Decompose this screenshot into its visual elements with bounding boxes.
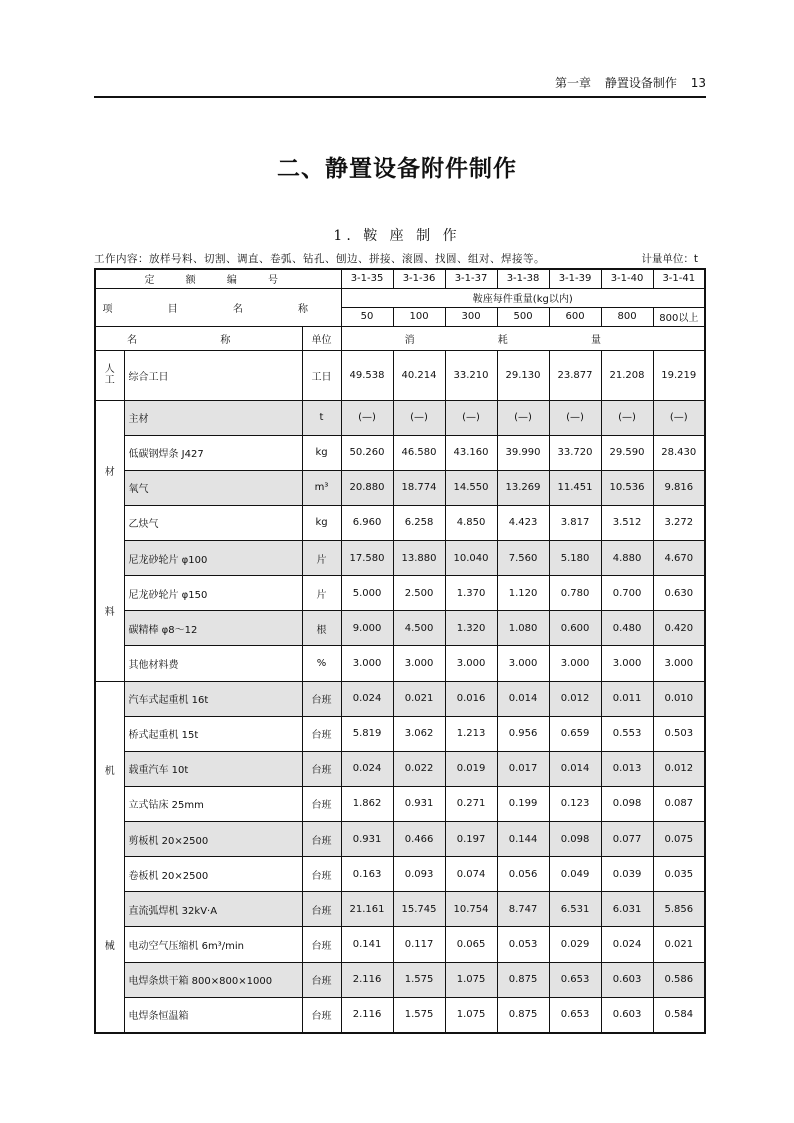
consumption-value: 2.116 — [341, 997, 393, 1032]
consumption-value: 3.062 — [393, 716, 445, 751]
consumption-value: 0.022 — [393, 751, 445, 786]
consumption-value: 18.774 — [393, 470, 445, 505]
header-row-columns — [95, 326, 705, 350]
category-cell — [95, 400, 124, 681]
category-cell — [95, 350, 124, 400]
consumption-value: 0.010 — [653, 681, 705, 716]
quota-code: 3-1-40 — [601, 269, 653, 288]
item-unit: kg — [302, 505, 341, 540]
consumption-value: 6.531 — [549, 892, 601, 927]
consumption-value: 3.000 — [445, 646, 497, 681]
consumption-value: 0.199 — [497, 786, 549, 821]
category-char: 料 — [104, 607, 115, 618]
item-name: 乙炔气 — [124, 505, 302, 540]
consumption-value: 39.990 — [497, 435, 549, 470]
item-unit: 片 — [302, 541, 341, 576]
consumption-value: 21.161 — [341, 892, 393, 927]
consumption-value: 6.031 — [601, 892, 653, 927]
header-row-weight — [95, 288, 705, 307]
consumption-value: 0.056 — [497, 857, 549, 892]
consumption-value: 3.000 — [549, 646, 601, 681]
item-name: 综合工日 — [124, 350, 302, 400]
item-unit: m³ — [302, 470, 341, 505]
item-unit: 台班 — [302, 997, 341, 1032]
consumption-value: 0.586 — [653, 962, 705, 997]
item-name: 电动空气压缩机 6m³/min — [124, 927, 302, 962]
consumption-value: 5.180 — [549, 541, 601, 576]
item-name: 其他材料费 — [124, 646, 302, 681]
consumption-value: 0.875 — [497, 962, 549, 997]
item-unit: 台班 — [302, 681, 341, 716]
item-unit: kg — [302, 435, 341, 470]
consumption-value: 29.590 — [601, 435, 653, 470]
quota-code: 3-1-38 — [497, 269, 549, 288]
consumption-value: 23.877 — [549, 350, 601, 400]
consumption-value: 0.163 — [341, 857, 393, 892]
consumption-value: 0.653 — [549, 997, 601, 1032]
consumption-value: 3.272 — [653, 505, 705, 540]
table-row — [95, 611, 705, 646]
consumption-value: 0.012 — [549, 681, 601, 716]
item-unit: 台班 — [302, 822, 341, 857]
work-content-line — [94, 251, 706, 266]
consumption-value: 0.584 — [653, 997, 705, 1032]
item-name-label: 项 目 名 称 — [95, 288, 341, 326]
weight-value: 300 — [445, 307, 497, 326]
consumption-value: 13.269 — [497, 470, 549, 505]
table-row — [95, 822, 705, 857]
consumption-value: 50.260 — [341, 435, 393, 470]
table-row — [95, 857, 705, 892]
item-name: 剪板机 20×2500 — [124, 822, 302, 857]
consumption-value: 1.080 — [497, 611, 549, 646]
quota-code: 3-1-39 — [549, 269, 601, 288]
table-row — [95, 681, 705, 716]
item-unit: 台班 — [302, 786, 341, 821]
table-row — [95, 435, 705, 470]
item-name: 碳精棒 φ8～12 — [124, 611, 302, 646]
column-unit-header: 单位 — [302, 326, 341, 350]
consumption-value: 2.500 — [393, 576, 445, 611]
page-title: 二、静置设备附件制作 — [277, 155, 517, 182]
consumption-value: 0.065 — [445, 927, 497, 962]
table-row — [95, 716, 705, 751]
table-row — [95, 576, 705, 611]
item-name: 汽车式起重机 16t — [124, 681, 302, 716]
consumption-value: (—) — [549, 400, 601, 435]
consumption-value: 28.430 — [653, 435, 705, 470]
work-content: 工作内容：放样号料、切割、调直、卷弧、钻孔、刨边、拼接、滚圆、找圆、组对、焊接等。 — [94, 253, 545, 265]
consumption-value: 4.850 — [445, 505, 497, 540]
consumption-value: 0.144 — [497, 822, 549, 857]
consumption-value: 0.014 — [497, 681, 549, 716]
item-name: 桥式起重机 15t — [124, 716, 302, 751]
category-char: 人 — [104, 364, 115, 375]
consumption-value: 4.670 — [653, 541, 705, 576]
item-unit: 台班 — [302, 927, 341, 962]
consumption-value: 17.580 — [341, 541, 393, 576]
consumption-value: 5.819 — [341, 716, 393, 751]
consumption-value: 10.536 — [601, 470, 653, 505]
table-row — [95, 350, 705, 400]
consumption-value: 10.040 — [445, 541, 497, 576]
consumption-value: 0.466 — [393, 822, 445, 857]
category-char: 械 — [104, 940, 115, 952]
consumption-value: 0.271 — [445, 786, 497, 821]
consumption-value: 7.560 — [497, 541, 549, 576]
consumption-value: 0.014 — [549, 751, 601, 786]
quota-code: 3-1-36 — [393, 269, 445, 288]
table-row — [95, 892, 705, 927]
consumption-value: (—) — [393, 400, 445, 435]
consumption-value: 0.019 — [445, 751, 497, 786]
consumption-value: 15.745 — [393, 892, 445, 927]
weight-header: 鞍座每件重量(kg以内) — [341, 288, 705, 307]
consumption-value: 0.035 — [653, 857, 705, 892]
item-name: 电焊条恒温箱 — [124, 997, 302, 1032]
weight-value: 600 — [549, 307, 601, 326]
item-name: 直流弧焊机 32kV·A — [124, 892, 302, 927]
consumption-value: 20.880 — [341, 470, 393, 505]
consumption-value: 8.747 — [497, 892, 549, 927]
consumption-value: 0.053 — [497, 927, 549, 962]
table-row — [95, 786, 705, 821]
consumption-value: 0.074 — [445, 857, 497, 892]
consumption-value: 0.117 — [393, 927, 445, 962]
consumption-value: 0.049 — [549, 857, 601, 892]
consumption-value: 40.214 — [393, 350, 445, 400]
consumption-value: 0.013 — [601, 751, 653, 786]
consumption-value: 3.000 — [653, 646, 705, 681]
section-label: 静置设备制作 — [604, 76, 677, 90]
table-row — [95, 505, 705, 540]
consumption-value: 0.659 — [549, 716, 601, 751]
consumption-value: 3.000 — [497, 646, 549, 681]
quota-no-label: 定 额 编 号 — [95, 269, 341, 288]
table-row — [95, 927, 705, 962]
consumption-value: 3.817 — [549, 505, 601, 540]
item-name: 载重汽车 10t — [124, 751, 302, 786]
table-row — [95, 962, 705, 997]
table-row — [95, 400, 705, 435]
item-name: 电焊条烘干箱 800×800×1000 — [124, 962, 302, 997]
consumption-value: 0.077 — [601, 822, 653, 857]
consumption-value: 0.603 — [601, 997, 653, 1032]
consumption-value: 0.630 — [653, 576, 705, 611]
consumption-value: 10.754 — [445, 892, 497, 927]
consumption-value: 0.093 — [393, 857, 445, 892]
consumption-value: 0.098 — [549, 822, 601, 857]
consumption-value: 0.087 — [653, 786, 705, 821]
category-char: 工 — [104, 375, 115, 386]
weight-value: 100 — [393, 307, 445, 326]
consumption-value: 0.011 — [601, 681, 653, 716]
consumption-value: 13.880 — [393, 541, 445, 576]
consumption-value: 0.016 — [445, 681, 497, 716]
consumption-value: 0.098 — [601, 786, 653, 821]
item-name: 主材 — [124, 400, 302, 435]
consumption-value: 0.600 — [549, 611, 601, 646]
consumption-value: 0.024 — [341, 681, 393, 716]
item-unit: 片 — [302, 576, 341, 611]
consumption-value: 43.160 — [445, 435, 497, 470]
consumption-value: 4.423 — [497, 505, 549, 540]
column-name-header: 名 称 — [95, 326, 302, 350]
consumption-value: 0.075 — [653, 822, 705, 857]
consumption-value: (—) — [497, 400, 549, 435]
consumption-value: (—) — [601, 400, 653, 435]
header-row-codes — [95, 269, 705, 288]
table-row — [95, 541, 705, 576]
consumption-value: 0.197 — [445, 822, 497, 857]
consumption-value: 33.720 — [549, 435, 601, 470]
weight-value: 800 — [601, 307, 653, 326]
item-unit: 台班 — [302, 751, 341, 786]
consumption-value: 3.000 — [393, 646, 445, 681]
consumption-value: 0.875 — [497, 997, 549, 1032]
item-name: 卷板机 20×2500 — [124, 857, 302, 892]
consumption-value: 9.816 — [653, 470, 705, 505]
consumption-value: (—) — [341, 400, 393, 435]
consumption-value: 0.931 — [341, 822, 393, 857]
item-unit: 台班 — [302, 962, 341, 997]
consumption-value: 0.021 — [393, 681, 445, 716]
column-consumption-header: 消 耗 量 — [341, 326, 705, 350]
consumption-value: 0.123 — [549, 786, 601, 821]
category-label — [96, 401, 124, 681]
consumption-value: 0.553 — [601, 716, 653, 751]
consumption-value: 1.075 — [445, 962, 497, 997]
item-unit: 工日 — [302, 350, 341, 400]
consumption-value: 0.480 — [601, 611, 653, 646]
quota-code: 3-1-35 — [341, 269, 393, 288]
consumption-value: 3.512 — [601, 505, 653, 540]
category-label — [96, 682, 124, 1032]
consumption-value: 3.000 — [341, 646, 393, 681]
table-row — [95, 470, 705, 505]
category-label — [96, 351, 124, 400]
category-char: 机 — [104, 765, 115, 777]
consumption-value: 0.012 — [653, 751, 705, 786]
weight-value: 50 — [341, 307, 393, 326]
consumption-value: 1.862 — [341, 786, 393, 821]
consumption-value: 6.960 — [341, 505, 393, 540]
section-subtitle: 1. 鞍 座 制 作 — [333, 228, 461, 244]
consumption-value: 0.024 — [601, 927, 653, 962]
consumption-value: 0.141 — [341, 927, 393, 962]
item-name: 低碳钢焊条 J427 — [124, 435, 302, 470]
quota-code: 3-1-41 — [653, 269, 705, 288]
item-unit: 根 — [302, 611, 341, 646]
item-name: 尼龙砂轮片 φ100 — [124, 541, 302, 576]
item-unit: 台班 — [302, 857, 341, 892]
weight-value: 800以上 — [653, 307, 705, 326]
consumption-value: 4.500 — [393, 611, 445, 646]
consumption-value: 0.780 — [549, 576, 601, 611]
item-unit: 台班 — [302, 716, 341, 751]
consumption-value: 1.213 — [445, 716, 497, 751]
item-name: 立式钻床 25mm — [124, 786, 302, 821]
item-name: 氧气 — [124, 470, 302, 505]
page-number: 13 — [690, 76, 706, 90]
item-name: 尼龙砂轮片 φ150 — [124, 576, 302, 611]
consumption-value: 0.039 — [601, 857, 653, 892]
consumption-value: (—) — [653, 400, 705, 435]
item-unit: % — [302, 646, 341, 681]
consumption-value: 0.017 — [497, 751, 549, 786]
consumption-value: 1.120 — [497, 576, 549, 611]
consumption-value: 0.024 — [341, 751, 393, 786]
weight-value: 500 — [497, 307, 549, 326]
consumption-value: 0.700 — [601, 576, 653, 611]
consumption-value: 0.956 — [497, 716, 549, 751]
consumption-value: 0.603 — [601, 962, 653, 997]
item-unit: 台班 — [302, 892, 341, 927]
running-header — [94, 74, 706, 98]
consumption-value: 0.503 — [653, 716, 705, 751]
consumption-value: 1.575 — [393, 962, 445, 997]
consumption-value: 1.370 — [445, 576, 497, 611]
consumption-value: 4.880 — [601, 541, 653, 576]
table-row — [95, 646, 705, 681]
consumption-value: 0.931 — [393, 786, 445, 821]
consumption-value: 5.856 — [653, 892, 705, 927]
consumption-value: 33.210 — [445, 350, 497, 400]
consumption-value: 19.219 — [653, 350, 705, 400]
consumption-value: 46.580 — [393, 435, 445, 470]
table-row — [95, 997, 705, 1032]
consumption-value: 21.208 — [601, 350, 653, 400]
category-char: 材 — [104, 467, 115, 478]
consumption-value: 49.538 — [341, 350, 393, 400]
measurement-unit: 计量单位：t — [641, 253, 698, 265]
consumption-value: 1.075 — [445, 997, 497, 1032]
item-unit: t — [302, 400, 341, 435]
consumption-value: 0.029 — [549, 927, 601, 962]
consumption-value: 9.000 — [341, 611, 393, 646]
category-cell — [95, 681, 124, 1033]
table-row — [95, 751, 705, 786]
consumption-value: 5.000 — [341, 576, 393, 611]
consumption-value: 29.130 — [497, 350, 549, 400]
consumption-value: (—) — [445, 400, 497, 435]
consumption-value: 1.575 — [393, 997, 445, 1032]
consumption-value: 2.116 — [341, 962, 393, 997]
consumption-value: 6.258 — [393, 505, 445, 540]
chapter-label: 第一章 — [555, 76, 592, 90]
consumption-value: 0.420 — [653, 611, 705, 646]
consumption-value: 11.451 — [549, 470, 601, 505]
quota-table — [94, 268, 706, 1034]
consumption-value: 3.000 — [601, 646, 653, 681]
consumption-value: 0.021 — [653, 927, 705, 962]
consumption-value: 14.550 — [445, 470, 497, 505]
consumption-value: 0.653 — [549, 962, 601, 997]
consumption-value: 1.320 — [445, 611, 497, 646]
quota-code: 3-1-37 — [445, 269, 497, 288]
